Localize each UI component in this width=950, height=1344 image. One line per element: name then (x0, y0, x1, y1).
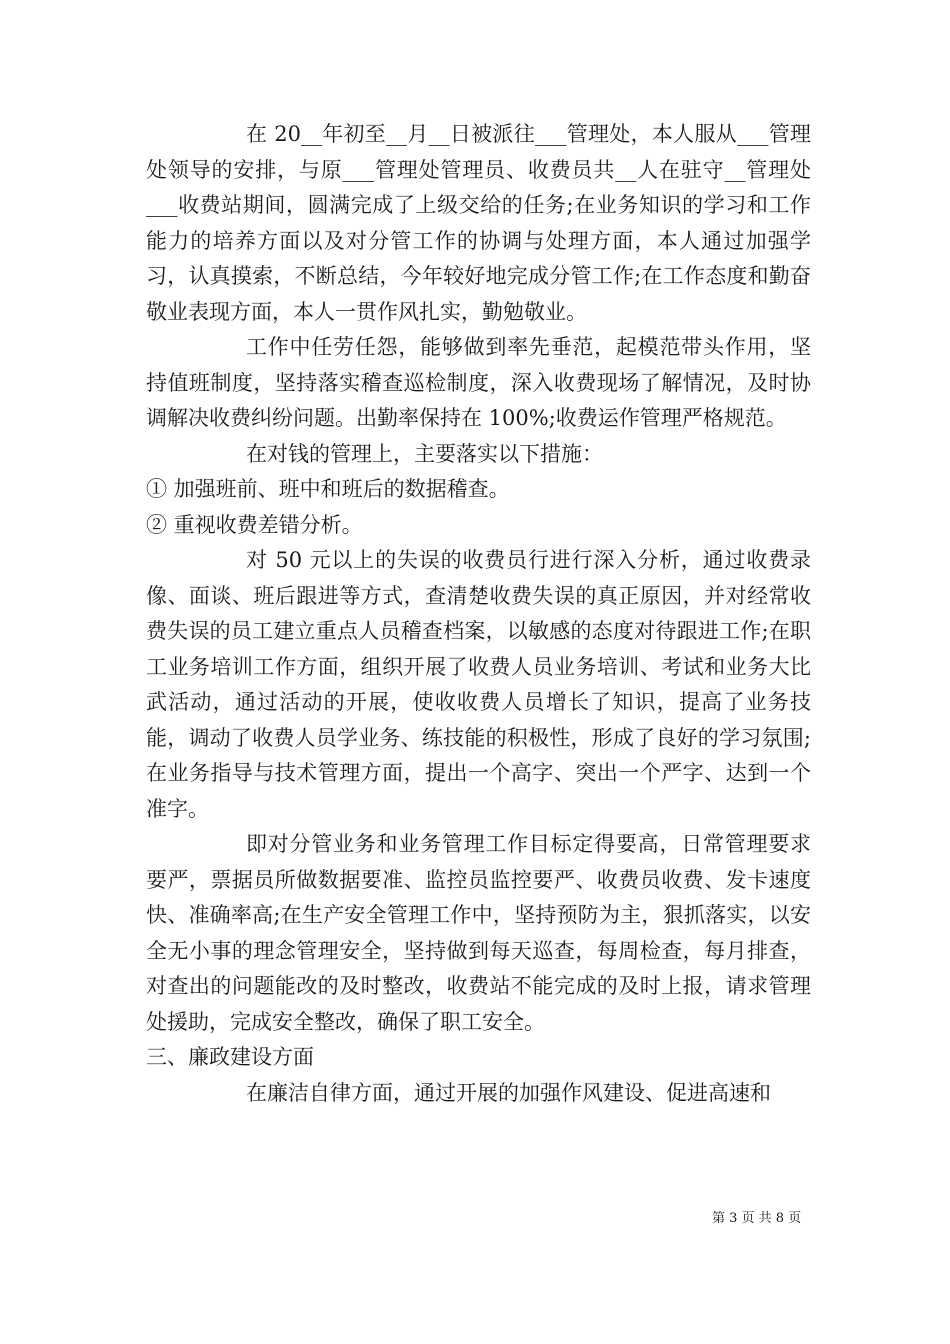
paragraph-management-goals: 即对分管业务和业务管理工作目标定得要高，日常管理要求要严，票据员所做数据要准、监控员监控要严、收费员收费、发卡速度快、准确率高;在生产安全管理工作中，坚持预防为主，狠抓落实，以安全无小事的理念管理安全，坚持做到每天巡查，每周检查，每月排查，对查出的问题能改的及时整改，收费站不能完成的及时上报，请求管理处援助，完成安全整改，确保了职工安全。 (146, 832, 811, 1034)
paragraph-error-followup: 对 50 元以上的失误的收费员行进行深入分析，通过收费录像、面谈、班后跟进等方式，查清楚收费失误的真正原因，并对经常收费失误的员工建立重点人员稽查档案，以敏感的态度对待跟进工作;在职工业务培训工作方面，组织开展了收费人员业务培训、考试和业务大比武活动，通过活动的开展，使收收费人员增长了知识，提高了业务技能，调动了收费人员学业务、练技能的积极性，形成了良好的学习氛围;在业务指导与技术管理方面，提出一个高字、突出一个严字、达到一个准字。 (146, 548, 811, 821)
paragraph-assignment: 在 20__年初至__月__日被派往___管理处，本人服从___管理处领导的安排，与原___管理处管理员、收费员共__人在驻守__管理处___收费站期间，圆满完成了上级交给的任务;在业务知识的学习和工作能力的培养方面以及对分管工作的协调与处理方面，本人通过加强学习，认真摸索，不断总结，今年较好地完成分管工作;在工作态度和勤奋敬业表现方面，本人一贯作风扎实，勤勉敬业。 (146, 122, 811, 324)
list-item-error-analysis: ② 重视收费差错分析。 (146, 512, 363, 537)
paragraph-money-management: 在对钱的管理上，主要落实以下措施： (246, 441, 603, 466)
document-body (146, 117, 811, 1111)
page-number-footer: 第 3 页 共 8 页 (712, 1211, 802, 1226)
paragraph-work-attitude: 工作中任劳任怨，能够做到率先垂范，起模范带头作用，坚持值班制度，坚持落实稽查巡检制度，深入收费现场了解情况，及时协调解决收费纠纷问题。出勤率保持在 100%;收费运作管理严格规范。 (146, 335, 811, 430)
list-item-data-audit: ① 加强班前、班中和班后的数据稽查。 (146, 477, 510, 501)
paragraph-integrity: 在廉洁自律方面，通过开展的加强作风建设、促进高速和 (246, 1080, 771, 1105)
section-heading-integrity: 三、廉政建设方面 (146, 1045, 314, 1069)
